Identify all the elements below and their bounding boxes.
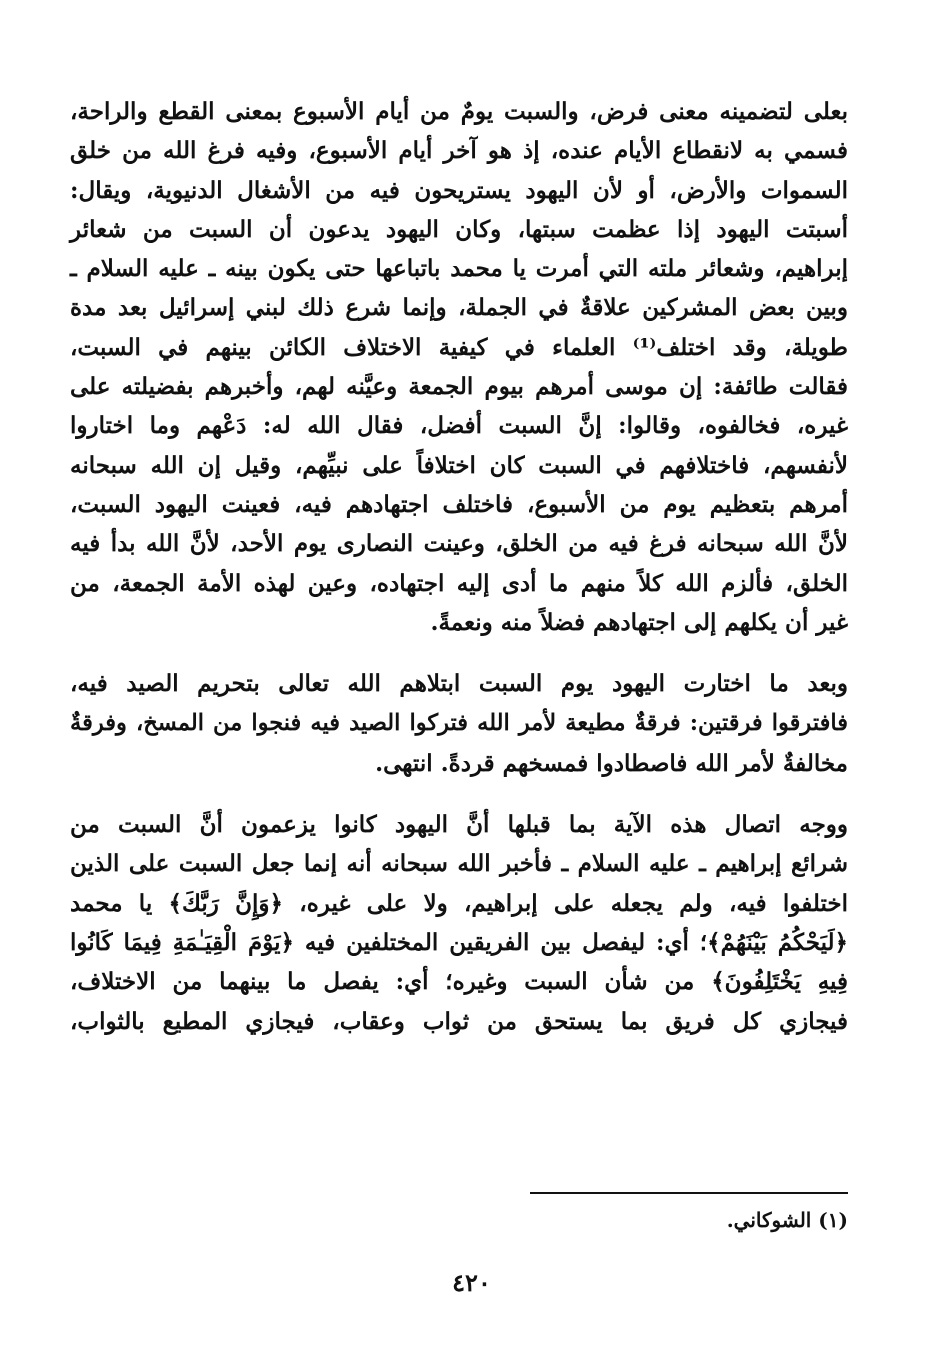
paragraph-1: [70, 92, 848, 642]
text-line: غير أن يكلهم إلى اجتهادهم فضلاً منه ونعمةً.: [430, 608, 848, 636]
text-line: فافترقوا فرقتين: فرقةٌ مطيعة لأمر الله فتركوا الصيد فيه فنجوا من المسخ، وفرقةٌ: [70, 710, 848, 737]
text-line: الخلق، فألزم الله كلاً منهم ما أدى إليه اجتهاده، وعين لهذه الأمة الجمعة، من: [70, 569, 848, 597]
paragraph-2: [70, 664, 848, 783]
text-line: مخالفةٌ لأمر الله فاصطادوا فمسخهم قردةً. انتهى.: [375, 749, 848, 777]
text-line: بعلى لتضمينه معنى فرض، والسبت يومٌ من أيام الأسبوع بمعنى القطع والراحة،: [70, 98, 848, 125]
text-line: طويلة، وقد اختلف⁽¹⁾ العلماء في كيفية الاختلاف الكائن بينهم في السبت،: [70, 333, 848, 361]
main-text: [70, 92, 848, 1041]
text-line: إبراهيم، وشعائر ملته التي أمرت يا محمد باتباعها حتى يكون بينه ـ عليه السلام ـ: [70, 255, 848, 283]
text-line: فسمي به لانقطاع الأيام عنده، إذ هو آخر أيام الأسبوع، وفيه فرغ الله من خلق: [70, 137, 848, 165]
page-number: ٤٢٠: [452, 1268, 491, 1297]
text-line: ﴿لَيَحْكُمُ بَيْنَهُمْ﴾؛ أي: ليفصل بين الفريقين المختلفين فيه ﴿يَوْمَ الْقِيَـٰمَةِ فِيمَا كَانُوا: [70, 928, 848, 956]
text-line: أسبتت اليهود إذا عظمت سبتها، وكان اليهود يدعون أن السبت من شعائر: [70, 215, 848, 243]
text-line: وبين بعض المشركين علاقةٌ في الجملة، وإنما شرع ذلك لبني إسرائيل بعد مدة: [70, 294, 848, 322]
text-line: شرائع إبراهيم ـ عليه السلام ـ فأخبر الله سبحانه أنه إنما جعل السبت على الذين: [70, 850, 848, 878]
text-line: وبعد ما اختارت اليهود يوم السبت ابتلاهم الله تعالى بتحريم الصيد فيه،: [70, 670, 848, 698]
text-line: فيجازي كل فريق بما يستحق من ثواب وعقاب، فيجازي المطيع بالثواب،: [70, 1007, 848, 1035]
text-line: غيره، فخالفوه، وقالوا: إنَّ السبت أفضل، فقال الله له: دَعْهم وما اختاروا: [70, 412, 848, 440]
text-line: السموات والأرض، أو لأن اليهود يستريحون فيه من الأشغال الدنيوية، ويقال:: [70, 176, 848, 204]
text-line: ووجه اتصال هذه الآية بما قبلها أنَّ اليهود كانوا يزعمون أنَّ السبت من: [70, 811, 848, 839]
footnote-divider: [530, 1192, 848, 1194]
paragraph-3: [70, 805, 848, 1041]
text-line: فِيهِ يَخْتَلِفُونَ﴾ من شأن السبت وغيره؛ أي: يفصل ما بينهما من الاختلاف،: [70, 968, 848, 996]
footnote: (١) الشوكاني.: [726, 1208, 848, 1232]
text-line: فقالت طائفة: إن موسى أمرهم بيوم الجمعة وعيَّنه لهم، وأخبرهم بفضيلته على: [70, 373, 848, 401]
text-line: لأنفسهم، فاختلافهم في السبت كان اختلافاً على نبيِّهم، وقيل إن الله سبحانه: [70, 451, 848, 479]
text-line: أمرهم بتعظيم يوم من الأسبوع، فاختلف اجتهادهم فيه، فعينت اليهود السبت،: [70, 490, 848, 518]
text-line: اختلفوا فيه، ولم يجعله على إبراهيم، ولا على غيره، ﴿وَإِنَّ رَبَّكَ﴾ يا محمد: [70, 889, 848, 917]
text-line: لأنَّ الله سبحانه فرغ فيه من الخلق، وعينت النصارى يوم الأحد، لأنَّ الله بدأ فيه: [70, 530, 848, 558]
